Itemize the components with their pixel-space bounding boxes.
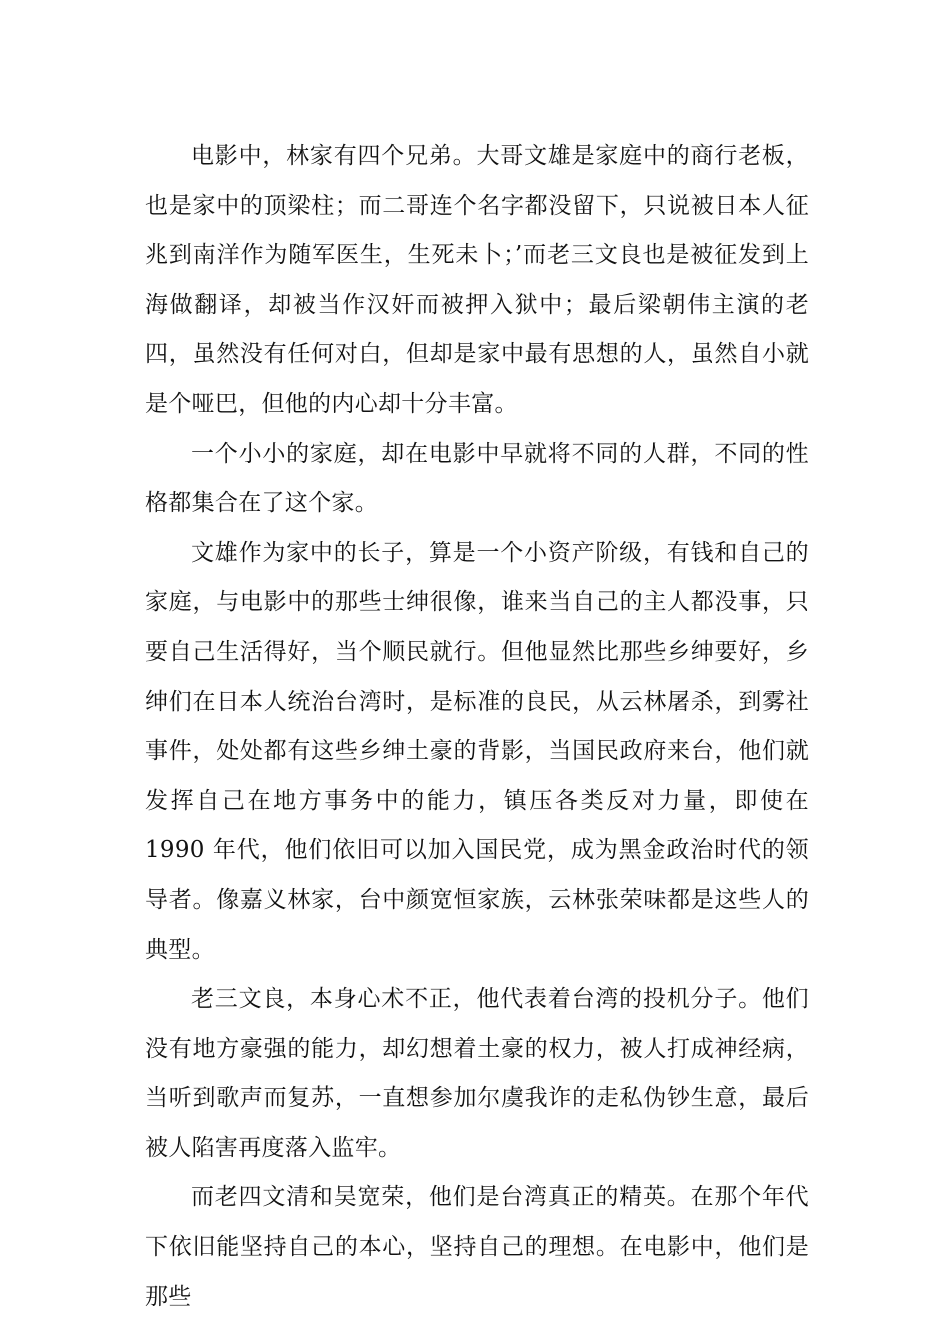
- document-body: [145, 132, 809, 1322]
- paragraph-2: 一个小小的家庭，却在电影中早就将不同的人群，不同的性格都集合在了这个家。: [145, 440, 809, 517]
- paragraph-4: 老三文良，本身心术不正，他代表着台湾的投机分子。他们没有地方豪强的能力，却幻想着土豪的权力，被人打成神经病，当听到歌声而复苏，一直想参加尔虞我诈的走私伪钞生意，最后被人陷害再度落入监牢。: [145, 986, 809, 1161]
- paragraph-3: 文雄作为家中的长子，算是一个小资产阶级，有钱和自己的家庭，与电影中的那些士绅很像，谁来当自己的主人都没事，只要自己生活得好，当个顺民就行。但他显然比那些乡绅要好，乡绅们在日本人统治台湾时，是标准的良民，从云林屠杀，到雾社事件，处处都有这些乡绅土豪的背影，当国民政府来台，他们就发挥自己在地方事务中的能力，镇压各类反对力量，即使在 1990 年代，他们依旧可以加入国民党，成为黑金政治时代的领导者。像嘉义林家，台中颜宽恒家族，云林张荣味都是这些人的典型。: [145, 539, 809, 963]
- paragraph-5: 而老四文清和吴宽荣，他们是台湾真正的精英。在那个年代下依旧能坚持自己的本心，坚持自己的理想。在电影中，他们是那些: [145, 1184, 809, 1310]
- paragraph-1: 电影中，林家有四个兄弟。大哥文雄是家庭中的商行老板，也是家中的顶梁柱；而二哥连个名字都没留下，只说被日本人征兆到南洋作为随军医生，生死未卜；’而老三文良也是被征发到上海做翻译，却被当作汉奸而被押入狱中；最后梁朝伟主演的老四，虽然没有任何对白，但却是家中最有思想的人，虽然自小就是个哑巴，但他的内心却十分丰富。: [145, 143, 809, 417]
